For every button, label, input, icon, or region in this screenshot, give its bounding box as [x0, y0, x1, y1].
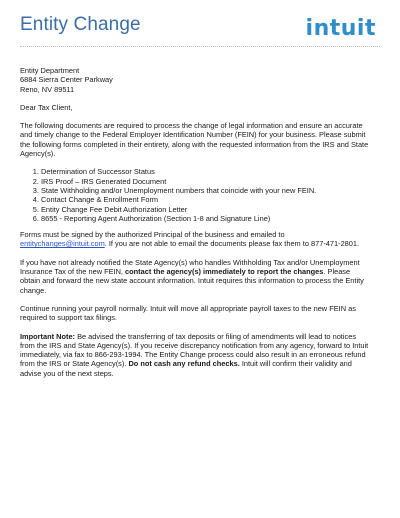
intro-paragraph: The following documents are required to process the change of legal information and ensure an accurate and timely change to the Federal Employer Identification Number (FEIN) for your business. Please submit the following forms completed in their entirety, along with the requested information from the IRS and State Agency(s). — [20, 121, 369, 159]
note-text: Be advised the transferring of tax deposits or filing of amendments will lead to notices from the IRS and State Agency(s). If you receive discrepancy notification from any agency, forward to Intuit immediately, via fax to 866-293-1994. The Entity Change process could also result in an erroneous refund from the IRS or State Agency(s). — [20, 331, 369, 369]
signing-paragraph — [20, 230, 372, 249]
list-item: 2. IRS Proof – IRS Generated Document — [41, 177, 372, 186]
address-line: 6884 Sierra Center Parkway — [20, 75, 113, 85]
list-item: 1. Determination of Successor Status — [41, 167, 372, 176]
email-link[interactable]: entitychanges@intuit.com — [20, 239, 105, 249]
requirements-list — [20, 167, 372, 223]
address-line: Entity Department — [20, 66, 80, 75]
note-emphasis: Do not cash any refund checks. — [128, 359, 240, 369]
page-title: Entity Change — [20, 14, 141, 35]
notify-text: If you have not already notified the State Agency(s) who handles Withholding Tax and/or Unemployment Insurance Tax of the new FEIN, — [20, 257, 360, 277]
note-lead: Important Note: — [20, 331, 76, 341]
notify-paragraph — [20, 258, 372, 295]
list-item: 4. Contact Change & Enrollment Form — [41, 195, 372, 204]
salutation: Dear Tax Client, — [20, 102, 73, 112]
address-line: Reno, NV 89511 — [20, 84, 75, 94]
signing-text-end: . If you are not able to email the documents please fax them to 877-471-2801. — [104, 239, 360, 249]
signing-text: Forms must be signed by the authorized Principal of the business and emailed to — [20, 230, 285, 240]
payroll-paragraph: Continue running your payroll normally. Intuit will move all appropriate payroll taxes to the new FEIN as required to support tax filings. — [20, 303, 356, 323]
address-block — [20, 66, 372, 94]
important-note — [20, 332, 372, 378]
notify-emphasis: contact the agency(s) immediately to report the changes — [125, 267, 324, 277]
note-text-end: Intuit will confirm their validity and advise you of the next steps. — [20, 359, 352, 378]
intuit-logo: intuit — [305, 16, 376, 41]
notify-text-end: . Please obtain and forward the new state account information. Intuit requires this information to process the Entity change. — [20, 267, 364, 295]
header-divider — [20, 46, 380, 47]
list-item: 5. Entity Change Fee Debit Authorization Letter — [41, 205, 372, 214]
letter-body — [20, 66, 372, 387]
list-item: 6. 8655 - Reporting Agent Authorization (Section 1-8 and Signature Line) — [41, 214, 372, 223]
list-item: 3. State Withholding and/or Unemployment numbers that coincide with your new FEIN. — [41, 186, 372, 195]
document-header — [20, 14, 380, 54]
